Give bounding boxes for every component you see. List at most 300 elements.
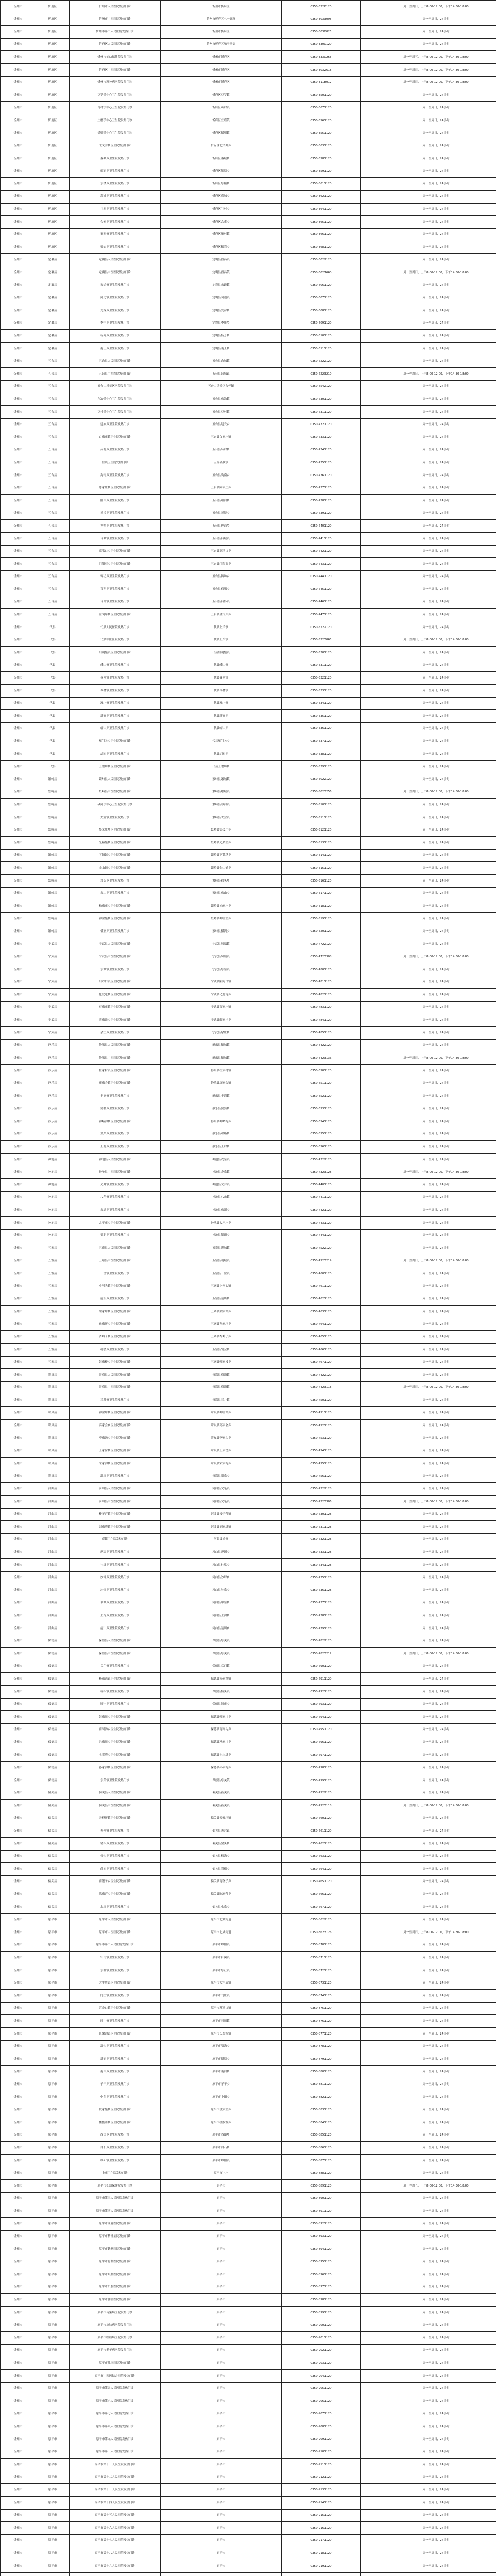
cell-clinic-name: 高城乡卫生院发热门诊 bbox=[70, 190, 161, 203]
table-row bbox=[1, 2180, 496, 2193]
table-row bbox=[1, 2509, 496, 2522]
cell-hours: 周一至周日，24小时 bbox=[361, 1343, 496, 1356]
cell-district: 定襄县 bbox=[36, 343, 70, 355]
cell-hours: 周一至周日，24小时 bbox=[361, 1458, 496, 1470]
cell-address: 原平市 bbox=[161, 2433, 282, 2446]
table-row bbox=[1, 2053, 496, 2066]
cell-phone: 0350-3226120 bbox=[282, 1, 361, 13]
cell-phone: 0350-5171120 bbox=[282, 887, 361, 900]
cell-clinic-name: 东湖乡卫生院发热门诊 bbox=[70, 1204, 161, 1217]
cell-address: 静乐县丰润镇 bbox=[161, 1090, 282, 1103]
cell-district: 繁峙县 bbox=[36, 862, 70, 875]
cell-clinic-name: 义井镇卫生院发热门诊 bbox=[70, 1179, 161, 1192]
cell-city: 忻州市 bbox=[1, 2268, 36, 2281]
cell-city: 忻州市 bbox=[1, 570, 36, 583]
cell-clinic-name: 原平市第十四人民医院发热门诊 bbox=[70, 2496, 161, 2509]
cell-clinic-name: 原平市眼科医院发热门诊 bbox=[70, 2268, 161, 2281]
cell-phone: 0350-5381120 bbox=[282, 748, 361, 761]
table-row bbox=[1, 190, 496, 203]
cell-district: 原平市 bbox=[36, 2307, 70, 2319]
cell-clinic-name: 东山乡卫生院发热门诊 bbox=[70, 887, 161, 900]
cell-phone: 0350-3671120 bbox=[282, 101, 361, 114]
table-row bbox=[1, 849, 496, 862]
cell-phone: 0350-5371120 bbox=[282, 735, 361, 748]
cell-address: 代县枣林镇 bbox=[161, 685, 282, 698]
cell-address: 宁武县阳方口镇 bbox=[161, 976, 282, 989]
cell-clinic-name: 沟南乡卫生院发热门诊 bbox=[70, 469, 161, 482]
table-row bbox=[1, 989, 496, 1002]
cell-city: 忻州市 bbox=[1, 2256, 36, 2268]
cell-district: 代县 bbox=[36, 710, 70, 723]
cell-district: 忻府区 bbox=[36, 228, 70, 241]
cell-phone: 0350-5321120 bbox=[282, 672, 361, 685]
cell-address: 偏关县陈家营乡 bbox=[161, 1888, 282, 1901]
cell-phone: 0350-7901120 bbox=[282, 1660, 361, 1673]
cell-city: 忻州市 bbox=[1, 2446, 36, 2459]
cell-city: 忻州市 bbox=[1, 1546, 36, 1559]
cell-clinic-name: 原平市第十九人民医院发热门诊 bbox=[70, 2560, 161, 2572]
cell-hours bbox=[361, 2572, 496, 2576]
cell-clinic-name: 娑婆乡卫生院发热门诊 bbox=[70, 1103, 161, 1115]
cell-clinic-name: 鹿固乡卫生院发热门诊 bbox=[70, 1546, 161, 1559]
cell-hours: 周一至周日，24小时 bbox=[361, 2192, 496, 2205]
table-row bbox=[1, 1546, 496, 1559]
cell-district: 偏关县 bbox=[36, 1800, 70, 1812]
table-row bbox=[1, 1926, 496, 1939]
cell-district: 五台县 bbox=[36, 596, 70, 608]
cell-address: 保德县杨家湾镇 bbox=[161, 1673, 282, 1686]
cell-hours: 周一至周日，24小时 bbox=[361, 773, 496, 786]
cell-address: 五台县蒋坊乡 bbox=[161, 570, 282, 583]
table-row bbox=[1, 1863, 496, 1876]
cell-hours: 周一至周五，上午8:00-12:00，下午14:30-18:00 bbox=[361, 51, 496, 64]
cell-city: 忻州市 bbox=[1, 2332, 36, 2345]
cell-hours: 周一至周日，24小时 bbox=[361, 343, 496, 355]
table-row bbox=[1, 228, 496, 241]
cell-address: 原平市 bbox=[161, 2370, 282, 2383]
cell-hours: 周一至周日，24小时 bbox=[361, 2091, 496, 2104]
cell-address: 定襄县河边镇 bbox=[161, 292, 282, 304]
cell-clinic-name: 八角镇卫生院发热门诊 bbox=[70, 1191, 161, 1204]
cell-address: 河曲县楼子营镇 bbox=[161, 1508, 282, 1521]
cell-address: 繁峙县大营镇 bbox=[161, 811, 282, 824]
cell-phone: 0350-5023256 bbox=[282, 786, 361, 799]
cell-city: 忻州市 bbox=[1, 659, 36, 672]
cell-district: 五台县 bbox=[36, 545, 70, 558]
cell-district: 河曲县 bbox=[36, 1609, 70, 1622]
table-row bbox=[1, 2382, 496, 2395]
cell-city: 忻州市 bbox=[1, 951, 36, 963]
cell-clinic-name: 陈家庄乡卫生院发热门诊 bbox=[70, 482, 161, 495]
cell-clinic-name: 阳方口镇卫生院发热门诊 bbox=[70, 976, 161, 989]
table-row bbox=[1, 1800, 496, 1812]
table-row bbox=[1, 963, 496, 976]
table-row bbox=[1, 1648, 496, 1660]
cell-city: 忻州市 bbox=[1, 2370, 36, 2383]
cell-hours: 周一至周日，24小时 bbox=[361, 1369, 496, 1382]
cell-address: 河曲县沙泉乡 bbox=[161, 1584, 282, 1597]
cell-address: 繁峙县下茹越乡 bbox=[161, 849, 282, 862]
cell-city: 忻州市 bbox=[1, 1445, 36, 1458]
cell-district: 原平市 bbox=[36, 2154, 70, 2167]
cell-hours: 周一至周日，上午8:00-12:00，下午14:30-18:00 bbox=[361, 1166, 496, 1179]
table-row bbox=[1, 203, 496, 216]
cell-phone: 0350-8991120 bbox=[282, 2307, 361, 2319]
cell-clinic-name: 解原乡卫生院发热门诊 bbox=[70, 165, 161, 178]
cell-phone: 0350-6551120 bbox=[282, 1128, 361, 1141]
cell-city: 忻州市 bbox=[1, 1711, 36, 1724]
cell-clinic-name: 忻州市精神病医院发热门诊 bbox=[70, 76, 161, 89]
cell-phone: 0350-8711120 bbox=[282, 1952, 361, 1964]
cell-city: 忻州市 bbox=[1, 2116, 36, 2129]
cell-clinic-name: 雁门关乡卫生院发热门诊 bbox=[70, 735, 161, 748]
cell-phone: 0350-7931120 bbox=[282, 1698, 361, 1711]
cell-district: 岢岚县 bbox=[36, 1458, 70, 1470]
cell-clinic-name: 原平市第四人民医院发热门诊 bbox=[70, 2205, 161, 2218]
table-row bbox=[1, 685, 496, 698]
cell-hours: 周一至周日，24小时 bbox=[361, 1293, 496, 1306]
cell-clinic-name: 聂营镇卫生院发热门诊 bbox=[70, 672, 161, 685]
cell-address: 保德县东关镇 bbox=[161, 1648, 282, 1660]
cell-address: 定襄县宏道镇 bbox=[161, 279, 282, 292]
cell-city: 忻州市 bbox=[1, 1166, 36, 1179]
cell-address: 河曲县前川乡 bbox=[161, 1622, 282, 1635]
table-row bbox=[1, 1052, 496, 1065]
cell-district: 原平市 bbox=[36, 2370, 70, 2383]
cell-clinic-name: 繁峙县人民医院发热门诊 bbox=[70, 773, 161, 786]
cell-phone: 0350-7321120 bbox=[282, 418, 361, 431]
cell-address: 原平市 bbox=[161, 2243, 282, 2256]
cell-clinic-name: 原平市肿瘤医院发热门诊 bbox=[70, 2294, 161, 2307]
cell-address: 原平市 bbox=[161, 2180, 282, 2193]
cell-city: 忻州市 bbox=[1, 203, 36, 216]
cell-phone: 0350-7361120 bbox=[282, 469, 361, 482]
cell-phone: 0350-5311120 bbox=[282, 659, 361, 672]
cell-phone: 0350-7341120 bbox=[282, 444, 361, 456]
cell-city: 忻州市 bbox=[1, 2459, 36, 2471]
cell-city: 忻州市 bbox=[1, 1635, 36, 1648]
cell-hours: 周一至周日，24小时 bbox=[361, 1483, 496, 1496]
table-row bbox=[1, 874, 496, 887]
cell-district: 五台县 bbox=[36, 507, 70, 520]
cell-address: 忻州市忻府区 bbox=[161, 51, 282, 64]
cell-hours: 周一至周日，24小时 bbox=[361, 1597, 496, 1609]
cell-hours: 周一至周日，24小时 bbox=[361, 647, 496, 659]
cell-district: 岢岚县 bbox=[36, 1381, 70, 1394]
cell-address: 偏关县尚峪乡 bbox=[161, 1863, 282, 1876]
table-row bbox=[1, 1685, 496, 1698]
cell-address: 岢岚县高家会乡 bbox=[161, 1419, 282, 1432]
cell-phone: 0350-4601120 bbox=[282, 1267, 361, 1280]
cell-district: 原平市 bbox=[36, 2509, 70, 2522]
table-row bbox=[1, 2129, 496, 2142]
cell-clinic-name: 偏关县中医医院发热门诊 bbox=[70, 1800, 161, 1812]
cell-hours: 周一至周日，24小时 bbox=[361, 1990, 496, 2003]
cell-city: 忻州市 bbox=[1, 1964, 36, 1977]
cell-district: 代县 bbox=[36, 659, 70, 672]
cell-city: 忻州市 bbox=[1, 140, 36, 152]
cell-phone: 0350-7971120 bbox=[282, 1749, 361, 1761]
cell-address: 五寨县孙家坪乡 bbox=[161, 1318, 282, 1331]
cell-clinic-name: 沙泉乡卫生院发热门诊 bbox=[70, 1584, 161, 1597]
cell-city: 忻州市 bbox=[1, 1901, 36, 1914]
cell-phone: 0350-6061120 bbox=[282, 279, 361, 292]
cell-city: 忻州市 bbox=[1, 1052, 36, 1065]
cell-phone: 0350-7651120 bbox=[282, 1875, 361, 1888]
table-row bbox=[1, 152, 496, 165]
cell-city: 忻州市 bbox=[1, 1609, 36, 1622]
cell-district: 代县 bbox=[36, 748, 70, 761]
cell-district: 原平市 bbox=[36, 2484, 70, 2497]
cell-address: 宁武县余庄乡 bbox=[161, 1027, 282, 1040]
cell-district: 繁峙县 bbox=[36, 874, 70, 887]
table-row bbox=[1, 431, 496, 444]
cell-district: 原平市 bbox=[36, 2256, 70, 2268]
cell-phone: 0350-5391120 bbox=[282, 760, 361, 773]
cell-city: 忻州市 bbox=[1, 89, 36, 102]
cell-city: 忻州市 bbox=[1, 1293, 36, 1306]
cell-clinic-name: 冯家川乡卫生院发热门诊 bbox=[70, 1736, 161, 1749]
cell-district: 代县 bbox=[36, 697, 70, 710]
cell-clinic-name: 宏道镇卫生院发热门诊 bbox=[70, 279, 161, 292]
cell-city: 忻州市 bbox=[1, 722, 36, 735]
cell-address: 忻州市忻府区 bbox=[161, 26, 282, 39]
table-row bbox=[1, 1115, 496, 1128]
cell-address: 代县上馆镇 bbox=[161, 634, 282, 647]
table-row bbox=[1, 1622, 496, 1635]
table-row bbox=[1, 1521, 496, 1534]
cell-district: 代县 bbox=[36, 722, 70, 735]
cell-phone: 0350-9061120 bbox=[282, 2395, 361, 2408]
cell-district: 五台县 bbox=[36, 456, 70, 469]
table-row bbox=[1, 1179, 496, 1192]
cell-city: 忻州市 bbox=[1, 976, 36, 989]
table-row bbox=[1, 1191, 496, 1204]
cell-clinic-name: 庄磨镇中心卫生院发热门诊 bbox=[70, 114, 161, 127]
cell-address: 原平市 bbox=[161, 2205, 282, 2218]
cell-city: 忻州市 bbox=[1, 1, 36, 13]
cell-phone: 0350-7222128 bbox=[282, 1483, 361, 1496]
cell-district: 原平市 bbox=[36, 2053, 70, 2066]
cell-hours: 周一至周日，24小时 bbox=[361, 2471, 496, 2484]
cell-hours: 周一至周日，24小时 bbox=[361, 2002, 496, 2015]
cell-clinic-name: 双路乡卫生院发热门诊 bbox=[70, 1128, 161, 1141]
cell-hours: 周一至周日，24小时 bbox=[361, 406, 496, 419]
cell-phone: 0350-5222120 bbox=[282, 621, 361, 634]
table-row bbox=[1, 570, 496, 583]
table-row bbox=[1, 2344, 496, 2357]
table-row bbox=[1, 216, 496, 229]
cell-address: 五寨县砚城镇 bbox=[161, 1242, 282, 1255]
table-row bbox=[1, 2281, 496, 2294]
cell-city: 忻州市 bbox=[1, 2484, 36, 2497]
cell-city: 忻州市 bbox=[1, 874, 36, 887]
cell-clinic-name: 楼子营镇卫生院发热门诊 bbox=[70, 1508, 161, 1521]
cell-address: 五台县豆村镇 bbox=[161, 406, 282, 419]
cell-phone: 0350-4631120 bbox=[282, 1306, 361, 1318]
cell-hours: 周一至周日，24小时 bbox=[361, 1014, 496, 1027]
cell-city: 忻州市 bbox=[1, 1875, 36, 1888]
cell-clinic-name: 五台县人民医院发热门诊 bbox=[70, 355, 161, 368]
table-row bbox=[1, 1229, 496, 1242]
cell-address: 忻府区庄磨镇 bbox=[161, 114, 282, 127]
table-row bbox=[1, 887, 496, 900]
cell-clinic-name: 原平市骨科医院发热门诊 bbox=[70, 2256, 161, 2268]
table-row bbox=[1, 304, 496, 317]
cell-district: 保德县 bbox=[36, 1635, 70, 1648]
cell-address: 原平市 bbox=[161, 2471, 282, 2484]
cell-phone: 0350-4661120 bbox=[282, 1343, 361, 1356]
cell-hours: 周一至周日，24小时 bbox=[361, 1584, 496, 1597]
cell-address: 原平市 bbox=[161, 2332, 282, 2345]
cell-clinic-name: 保德县中医医院发热门诊 bbox=[70, 1648, 161, 1660]
cell-city: 忻州市 bbox=[1, 1343, 36, 1356]
cell-phone: 0350-3621120 bbox=[282, 190, 361, 203]
cell-city: 忻州市 bbox=[1, 1939, 36, 1952]
cell-phone: 0350-9121120 bbox=[282, 2471, 361, 2484]
table-row bbox=[1, 2332, 496, 2345]
table-row bbox=[1, 266, 496, 279]
cell-hours: 周一至周日，24小时 bbox=[361, 697, 496, 710]
cell-city: 忻州市 bbox=[1, 1571, 36, 1584]
cell-city: 忻州市 bbox=[1, 2002, 36, 2015]
cell-district: 原平市 bbox=[36, 2078, 70, 2091]
cell-hours: 周一至周日，24小时 bbox=[361, 1141, 496, 1154]
cell-district: 五台县 bbox=[36, 482, 70, 495]
cell-district: 原平市 bbox=[36, 2002, 70, 2015]
cell-phone: 0350-7451120 bbox=[282, 583, 361, 596]
table-row bbox=[1, 2167, 496, 2180]
cell-city: 忻州市 bbox=[1, 507, 36, 520]
cell-clinic-name: 大营镇卫生院发热门诊 bbox=[70, 811, 161, 824]
table-row bbox=[1, 697, 496, 710]
cell-hours: 周一至周日，24小时 bbox=[361, 1698, 496, 1711]
cell-district: 原平市 bbox=[36, 2230, 70, 2243]
table-row bbox=[1, 672, 496, 685]
cell-address: 代县新高乡 bbox=[161, 710, 282, 723]
table-row bbox=[1, 393, 496, 406]
cell-city: 忻州市 bbox=[1, 127, 36, 140]
cell-district: 忻府区 bbox=[36, 26, 70, 39]
cell-district: 偏关县 bbox=[36, 1812, 70, 1825]
cell-clinic-name: 河边镇卫生院发热门诊 bbox=[70, 292, 161, 304]
cell-district: 宁武县 bbox=[36, 1027, 70, 1040]
cell-district: 繁峙县 bbox=[36, 837, 70, 850]
cell-city: 忻州市 bbox=[1, 1064, 36, 1077]
cell-clinic-name: 原平市儿童医院发热门诊 bbox=[70, 2357, 161, 2370]
cell-clinic-name: 化北屯乡卫生院发热门诊 bbox=[70, 989, 161, 1002]
table-row bbox=[1, 1128, 496, 1141]
cell-clinic-name: 王家岔乡卫生院发热门诊 bbox=[70, 1445, 161, 1458]
cell-district: 五台县 bbox=[36, 406, 70, 419]
cell-city: 忻州市 bbox=[1, 1622, 36, 1635]
cell-city: 忻州市 bbox=[1, 456, 36, 469]
cell-hours: 周一至周日，24小时 bbox=[361, 2344, 496, 2357]
cell-phone: 0350-4671120 bbox=[282, 1356, 361, 1369]
cell-phone: 0350-8891120 bbox=[282, 2180, 361, 2193]
cell-district: 原平市 bbox=[36, 2471, 70, 2484]
cell-address: 原平市长梁沟镇 bbox=[161, 2028, 282, 2041]
cell-phone: 0350-5341120 bbox=[282, 697, 361, 710]
cell-district: 繁峙县 bbox=[36, 912, 70, 925]
cell-city: 忻州市 bbox=[1, 330, 36, 343]
table-row bbox=[1, 1, 496, 13]
cell-city: 忻州市 bbox=[1, 1888, 36, 1901]
cell-clinic-name: 胡峪乡卫生院发热门诊 bbox=[70, 748, 161, 761]
cell-address: 原平市新原乡 bbox=[161, 2053, 282, 2066]
cell-city: 忻州市 bbox=[1, 685, 36, 698]
cell-phone: 0350-4841120 bbox=[282, 1014, 361, 1027]
cell-hours: 周一至周日，24小时 bbox=[361, 760, 496, 773]
cell-clinic-name: 尚峪乡卫生院发热门诊 bbox=[70, 1863, 161, 1876]
cell-phone: 0350-8881120 bbox=[282, 2167, 361, 2180]
cell-address: 偏关县天峰坪镇 bbox=[161, 1812, 282, 1825]
cell-district: 原平市 bbox=[36, 2433, 70, 2446]
cell-phone: 0350-6542120 bbox=[282, 380, 361, 393]
cell-hours: 周一至周日，24小时 bbox=[361, 2040, 496, 2053]
cell-address: 代县阳明堡镇 bbox=[161, 647, 282, 659]
cell-clinic-name: 蒋坊乡卫生院发热门诊 bbox=[70, 570, 161, 583]
cell-address: 河曲县社梁乡 bbox=[161, 1559, 282, 1572]
cell-district: 静乐县 bbox=[36, 1141, 70, 1154]
cell-clinic-name: 新高乡卫生院发热门诊 bbox=[70, 710, 161, 723]
cell-city: 忻州市 bbox=[1, 2180, 36, 2193]
cell-clinic-name: 神池县人民医院发热门诊 bbox=[70, 1154, 161, 1166]
cell-city: 忻州市 bbox=[1, 2534, 36, 2547]
table-row bbox=[1, 2471, 496, 2484]
cell-phone: 0350-4611120 bbox=[282, 1280, 361, 1293]
cell-city: 忻州市 bbox=[1, 1698, 36, 1711]
cell-phone: 0350-8801120 bbox=[282, 2065, 361, 2078]
cell-district: 宁武县 bbox=[36, 989, 70, 1002]
cell-phone: 0350-3581120 bbox=[282, 152, 361, 165]
cell-city: 忻州市 bbox=[1, 1470, 36, 1483]
table-row bbox=[1, 1027, 496, 1040]
cell-clinic-name: 神西乡卫生院发热门诊 bbox=[70, 520, 161, 533]
cell-phone: 0350-9191120 bbox=[282, 2560, 361, 2572]
table-row bbox=[1, 2560, 496, 2572]
cell-district: 五台县 bbox=[36, 444, 70, 456]
cell-district: 宁武县 bbox=[36, 976, 70, 989]
cell-hours: 周一至周日，24小时 bbox=[361, 672, 496, 685]
cell-phone: 0350-5121120 bbox=[282, 824, 361, 837]
cell-phone: 0350-5161120 bbox=[282, 874, 361, 887]
table-row bbox=[1, 1001, 496, 1014]
cell-address: 忻州市忻府区 bbox=[161, 76, 282, 89]
table-row bbox=[1, 2459, 496, 2471]
cell-address: 偏关县水泉乡 bbox=[161, 1901, 282, 1914]
cell-hours: 周一至周日，24小时 bbox=[361, 89, 496, 102]
cell-city: 忻州市 bbox=[1, 760, 36, 773]
cell-district: 繁峙县 bbox=[36, 824, 70, 837]
cell-address: 忻州市忻府区七一北路 bbox=[161, 13, 282, 26]
cell-city: 忻州市 bbox=[1, 1685, 36, 1698]
cell-phone: 0350-4411120 bbox=[282, 1191, 361, 1204]
table-row bbox=[1, 659, 496, 672]
cell-hours: 周一至周日，上午8:00-12:00，下午14:30-18:00 bbox=[361, 1648, 496, 1660]
cell-clinic-name: 杜家村镇卫生院发热门诊 bbox=[70, 1064, 161, 1077]
cell-phone bbox=[282, 2572, 361, 2576]
cell-address: 原平市 bbox=[161, 2547, 282, 2560]
cell-city: 忻州市 bbox=[1, 2294, 36, 2307]
cell-phone: 0350-4441120 bbox=[282, 1229, 361, 1242]
cell-address: 神池县龙泉镇 bbox=[161, 1166, 282, 1179]
cell-city: 忻州市 bbox=[1, 583, 36, 596]
cell-address: 五台县灵境乡 bbox=[161, 507, 282, 520]
cell-phone: 0350-5151120 bbox=[282, 862, 361, 875]
cell-address: 五寨县韩家楼乡 bbox=[161, 1356, 282, 1369]
table-row bbox=[1, 1698, 496, 1711]
